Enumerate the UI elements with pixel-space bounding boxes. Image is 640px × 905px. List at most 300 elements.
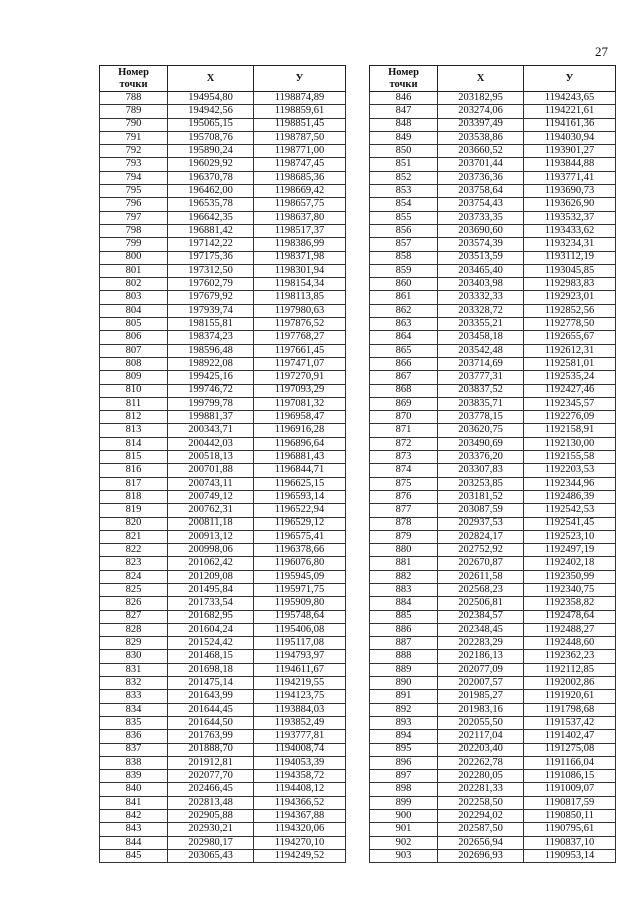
point-number-cell: 821	[100, 530, 168, 543]
table-header-row	[100, 66, 346, 92]
point-number-cell: 836	[100, 730, 168, 743]
x-coordinate-cell: 203181,52	[438, 490, 524, 503]
table-row	[100, 344, 346, 357]
x-coordinate-cell: 197312,50	[168, 264, 254, 277]
point-number-cell: 792	[100, 145, 168, 158]
point-number-cell: 822	[100, 544, 168, 557]
y-coordinate-cell: 1190817,59	[524, 796, 616, 809]
table-row	[370, 105, 616, 118]
y-coordinate-cell: 1192203,53	[524, 464, 616, 477]
table-row	[100, 131, 346, 144]
y-coordinate-cell: 1194367,88	[254, 810, 346, 823]
point-number-cell: 885	[370, 610, 438, 623]
y-coordinate-cell: 1194793,97	[254, 650, 346, 663]
y-coordinate-cell: 1192542,53	[524, 504, 616, 517]
point-number-cell: 886	[370, 623, 438, 636]
point-number-cell: 871	[370, 424, 438, 437]
point-number-cell: 805	[100, 318, 168, 331]
y-coordinate-cell: 1194221,61	[524, 105, 616, 118]
point-number-cell: 818	[100, 490, 168, 503]
x-coordinate-cell: 200811,18	[168, 517, 254, 530]
point-number-cell: 880	[370, 544, 438, 557]
table-row	[370, 344, 616, 357]
point-number-cell: 849	[370, 131, 438, 144]
table-row	[370, 530, 616, 543]
table-row	[370, 637, 616, 650]
table-row	[370, 424, 616, 437]
x-coordinate-cell: 203397,49	[438, 118, 524, 131]
x-coordinate-cell: 202937,53	[438, 517, 524, 530]
header-point-number	[100, 66, 168, 92]
y-coordinate-cell: 1196625,15	[254, 477, 346, 490]
y-coordinate-cell: 1196881,43	[254, 451, 346, 464]
y-coordinate-cell: 1194320,06	[254, 823, 346, 836]
point-number-cell: 887	[370, 637, 438, 650]
point-number-cell: 802	[100, 278, 168, 291]
y-coordinate-cell: 1198301,94	[254, 264, 346, 277]
x-coordinate-cell: 199425,16	[168, 371, 254, 384]
y-coordinate-cell: 1195406,08	[254, 623, 346, 636]
point-number-cell: 789	[100, 105, 168, 118]
y-coordinate-cell: 1194249,52	[254, 849, 346, 862]
table-row	[100, 583, 346, 596]
y-coordinate-cell: 1194161,36	[524, 118, 616, 131]
x-coordinate-cell: 198922,08	[168, 357, 254, 370]
x-coordinate-cell: 202007,57	[438, 677, 524, 690]
y-coordinate-cell: 1193771,41	[524, 171, 616, 184]
table-row	[370, 92, 616, 105]
table-row	[100, 185, 346, 198]
table-row	[370, 583, 616, 596]
table-row	[100, 477, 346, 490]
x-coordinate-cell: 200762,31	[168, 504, 254, 517]
point-number-cell: 815	[100, 451, 168, 464]
table-row	[370, 224, 616, 237]
point-number-cell: 854	[370, 198, 438, 211]
y-coordinate-cell: 1198859,61	[254, 105, 346, 118]
point-number-cell: 892	[370, 703, 438, 716]
y-coordinate-cell: 1194358,72	[254, 770, 346, 783]
point-number-cell: 844	[100, 836, 168, 849]
x-coordinate-cell: 200518,13	[168, 451, 254, 464]
point-number-cell: 858	[370, 251, 438, 264]
x-coordinate-cell: 196881,42	[168, 224, 254, 237]
table-row	[100, 703, 346, 716]
y-coordinate-cell: 1192345,57	[524, 397, 616, 410]
x-coordinate-cell: 202670,87	[438, 557, 524, 570]
y-coordinate-cell: 1192155,58	[524, 451, 616, 464]
point-number-cell: 867	[370, 371, 438, 384]
point-number-cell: 790	[100, 118, 168, 131]
table-row	[370, 411, 616, 424]
x-coordinate-cell: 203733,35	[438, 211, 524, 224]
x-coordinate-cell: 201604,24	[168, 623, 254, 636]
y-coordinate-cell: 1192358,82	[524, 597, 616, 610]
point-number-cell: 855	[370, 211, 438, 224]
x-coordinate-cell: 202258,50	[438, 796, 524, 809]
point-number-cell: 873	[370, 451, 438, 464]
point-number-cell: 898	[370, 783, 438, 796]
y-coordinate-cell: 1192478,64	[524, 610, 616, 623]
table-row	[100, 557, 346, 570]
table-row	[100, 610, 346, 623]
point-number-cell: 816	[100, 464, 168, 477]
table-row	[370, 810, 616, 823]
table-row	[100, 836, 346, 849]
point-number-cell: 896	[370, 756, 438, 769]
x-coordinate-cell: 203758,64	[438, 185, 524, 198]
x-coordinate-cell: 199881,37	[168, 411, 254, 424]
table-row	[370, 610, 616, 623]
table-row	[370, 304, 616, 317]
point-number-cell: 860	[370, 278, 438, 291]
y-coordinate-cell: 1198517,37	[254, 224, 346, 237]
y-coordinate-cell: 1197270,91	[254, 371, 346, 384]
y-coordinate-cell: 1192002,86	[524, 677, 616, 690]
y-coordinate-cell: 1193777,81	[254, 730, 346, 743]
table-row	[100, 810, 346, 823]
point-number-cell: 797	[100, 211, 168, 224]
y-coordinate-cell: 1195945,09	[254, 570, 346, 583]
table-row	[370, 703, 616, 716]
y-coordinate-cell: 1192541,45	[524, 517, 616, 530]
table-row	[100, 650, 346, 663]
header-number-line2: точки	[119, 78, 148, 90]
point-number-cell: 788	[100, 92, 168, 105]
x-coordinate-cell: 203403,98	[438, 278, 524, 291]
point-number-cell: 835	[100, 716, 168, 729]
x-coordinate-cell: 203690,60	[438, 224, 524, 237]
table-row	[100, 570, 346, 583]
y-coordinate-cell: 1191920,61	[524, 690, 616, 703]
point-number-cell: 883	[370, 583, 438, 596]
x-coordinate-cell: 194954,80	[168, 92, 254, 105]
table-row	[100, 224, 346, 237]
point-number-cell: 865	[370, 344, 438, 357]
table-row	[100, 384, 346, 397]
point-number-cell: 820	[100, 517, 168, 530]
table-row	[100, 623, 346, 636]
y-coordinate-cell: 1197768,27	[254, 331, 346, 344]
y-coordinate-cell: 1191086,15	[524, 770, 616, 783]
coordinates-table-right	[369, 65, 616, 863]
point-number-cell: 819	[100, 504, 168, 517]
y-coordinate-cell: 1192778,50	[524, 318, 616, 331]
table-row	[100, 424, 346, 437]
point-number-cell: 828	[100, 623, 168, 636]
y-coordinate-cell: 1197980,63	[254, 304, 346, 317]
table-row	[370, 770, 616, 783]
table-row	[100, 171, 346, 184]
point-number-cell: 846	[370, 92, 438, 105]
point-number-cell: 825	[100, 583, 168, 596]
x-coordinate-cell: 203538,86	[438, 131, 524, 144]
point-number-cell: 800	[100, 251, 168, 264]
table-row	[370, 836, 616, 849]
point-number-cell: 872	[370, 437, 438, 450]
y-coordinate-cell: 1198874,89	[254, 92, 346, 105]
x-coordinate-cell: 201062,42	[168, 557, 254, 570]
table-row	[100, 331, 346, 344]
x-coordinate-cell: 203332,33	[438, 291, 524, 304]
x-coordinate-cell: 199799,78	[168, 397, 254, 410]
x-coordinate-cell: 203777,31	[438, 371, 524, 384]
point-number-cell: 812	[100, 411, 168, 424]
point-number-cell: 848	[370, 118, 438, 131]
table-row	[370, 251, 616, 264]
header-y: У	[524, 66, 616, 92]
x-coordinate-cell: 203490,69	[438, 437, 524, 450]
table-header-row	[370, 66, 616, 92]
table-row	[370, 650, 616, 663]
point-number-cell: 902	[370, 836, 438, 849]
table-row	[370, 198, 616, 211]
table-row	[370, 291, 616, 304]
table-row	[370, 371, 616, 384]
x-coordinate-cell: 203736,36	[438, 171, 524, 184]
x-coordinate-cell: 198155,81	[168, 318, 254, 331]
table-row	[100, 770, 346, 783]
table-row	[370, 264, 616, 277]
y-coordinate-cell: 1195971,75	[254, 583, 346, 596]
table-row	[100, 597, 346, 610]
x-coordinate-cell: 201468,15	[168, 650, 254, 663]
table-row	[370, 158, 616, 171]
table-row	[100, 716, 346, 729]
y-coordinate-cell: 1198747,45	[254, 158, 346, 171]
x-coordinate-cell: 202117,04	[438, 730, 524, 743]
point-number-cell: 868	[370, 384, 438, 397]
point-number-cell: 796	[100, 198, 168, 211]
y-coordinate-cell: 1192983,83	[524, 278, 616, 291]
table-row	[100, 823, 346, 836]
x-coordinate-cell: 202055,50	[438, 716, 524, 729]
table-row	[100, 730, 346, 743]
x-coordinate-cell: 202813,48	[168, 796, 254, 809]
table-row	[100, 318, 346, 331]
y-coordinate-cell: 1192448,60	[524, 637, 616, 650]
point-number-cell: 824	[100, 570, 168, 583]
table-row	[100, 371, 346, 384]
y-coordinate-cell: 1198386,99	[254, 238, 346, 251]
y-coordinate-cell: 1194366,52	[254, 796, 346, 809]
point-number-cell: 829	[100, 637, 168, 650]
table-row	[100, 304, 346, 317]
x-coordinate-cell: 202280,05	[438, 770, 524, 783]
x-coordinate-cell: 197679,92	[168, 291, 254, 304]
y-coordinate-cell: 1192362,23	[524, 650, 616, 663]
x-coordinate-cell: 203837,52	[438, 384, 524, 397]
x-coordinate-cell: 200442,03	[168, 437, 254, 450]
table-row	[370, 823, 616, 836]
table-row	[370, 131, 616, 144]
y-coordinate-cell: 1191402,47	[524, 730, 616, 743]
y-coordinate-cell: 1193844,88	[524, 158, 616, 171]
x-coordinate-cell: 199746,72	[168, 384, 254, 397]
table-row	[370, 397, 616, 410]
y-coordinate-cell: 1197876,52	[254, 318, 346, 331]
point-number-cell: 817	[100, 477, 168, 490]
x-coordinate-cell: 201912,81	[168, 756, 254, 769]
y-coordinate-cell: 1191275,08	[524, 743, 616, 756]
table-row	[100, 677, 346, 690]
point-number-cell: 813	[100, 424, 168, 437]
table-row	[370, 278, 616, 291]
point-number-cell: 839	[100, 770, 168, 783]
point-number-cell: 856	[370, 224, 438, 237]
y-coordinate-cell: 1198154,34	[254, 278, 346, 291]
x-coordinate-cell: 203778,15	[438, 411, 524, 424]
x-coordinate-cell: 201495,84	[168, 583, 254, 596]
table-row	[100, 517, 346, 530]
y-coordinate-cell: 1196844,71	[254, 464, 346, 477]
y-coordinate-cell: 1194123,75	[254, 690, 346, 703]
table-row	[100, 92, 346, 105]
table-row	[370, 796, 616, 809]
table-row	[370, 849, 616, 862]
point-number-cell: 843	[100, 823, 168, 836]
y-coordinate-cell: 1192276,09	[524, 411, 616, 424]
x-coordinate-cell: 202262,78	[438, 756, 524, 769]
table-row	[100, 796, 346, 809]
y-coordinate-cell: 1193045,85	[524, 264, 616, 277]
table-row	[100, 743, 346, 756]
x-coordinate-cell: 201888,70	[168, 743, 254, 756]
point-number-cell: 809	[100, 371, 168, 384]
table-row	[370, 743, 616, 756]
y-coordinate-cell: 1197081,32	[254, 397, 346, 410]
point-number-cell: 826	[100, 597, 168, 610]
x-coordinate-cell: 202077,70	[168, 770, 254, 783]
table-row	[370, 477, 616, 490]
y-coordinate-cell: 1193852,49	[254, 716, 346, 729]
point-number-cell: 897	[370, 770, 438, 783]
y-coordinate-cell: 1194408,12	[254, 783, 346, 796]
point-number-cell: 806	[100, 331, 168, 344]
x-coordinate-cell: 203465,40	[438, 264, 524, 277]
table-row	[100, 663, 346, 676]
y-coordinate-cell: 1195748,64	[254, 610, 346, 623]
x-coordinate-cell: 198596,48	[168, 344, 254, 357]
table-row	[100, 211, 346, 224]
y-coordinate-cell: 1193690,73	[524, 185, 616, 198]
y-coordinate-cell: 1190953,14	[524, 849, 616, 862]
table-row	[370, 690, 616, 703]
y-coordinate-cell: 1193901,27	[524, 145, 616, 158]
y-coordinate-cell: 1192852,56	[524, 304, 616, 317]
point-number-cell: 798	[100, 224, 168, 237]
y-coordinate-cell: 1197661,45	[254, 344, 346, 357]
point-number-cell: 882	[370, 570, 438, 583]
table-row	[100, 490, 346, 503]
x-coordinate-cell: 195708,76	[168, 131, 254, 144]
table-row	[370, 238, 616, 251]
y-coordinate-cell: 1196896,64	[254, 437, 346, 450]
point-number-cell: 891	[370, 690, 438, 703]
point-number-cell: 879	[370, 530, 438, 543]
x-coordinate-cell: 202568,23	[438, 583, 524, 596]
y-coordinate-cell: 1193626,90	[524, 198, 616, 211]
table-row	[100, 278, 346, 291]
y-coordinate-cell: 1198657,75	[254, 198, 346, 211]
x-coordinate-cell: 201682,95	[168, 610, 254, 623]
x-coordinate-cell: 200749,12	[168, 490, 254, 503]
y-coordinate-cell: 1191537,42	[524, 716, 616, 729]
x-coordinate-cell: 202384,57	[438, 610, 524, 623]
table-row	[100, 783, 346, 796]
x-coordinate-cell: 201644,50	[168, 716, 254, 729]
table-row	[100, 238, 346, 251]
point-number-cell: 862	[370, 304, 438, 317]
x-coordinate-cell: 203328,72	[438, 304, 524, 317]
point-number-cell: 795	[100, 185, 168, 198]
point-number-cell: 807	[100, 344, 168, 357]
y-coordinate-cell: 1192158,91	[524, 424, 616, 437]
x-coordinate-cell: 202283,29	[438, 637, 524, 650]
x-coordinate-cell: 203087,59	[438, 504, 524, 517]
x-coordinate-cell: 198374,23	[168, 331, 254, 344]
table-row	[370, 677, 616, 690]
x-coordinate-cell: 203065,43	[168, 849, 254, 862]
y-coordinate-cell: 1193884,03	[254, 703, 346, 716]
x-coordinate-cell: 203835,71	[438, 397, 524, 410]
x-coordinate-cell: 201644,45	[168, 703, 254, 716]
point-number-cell: 833	[100, 690, 168, 703]
y-coordinate-cell: 1196958,47	[254, 411, 346, 424]
x-coordinate-cell: 197602,79	[168, 278, 254, 291]
x-coordinate-cell: 202930,21	[168, 823, 254, 836]
x-coordinate-cell: 201475,14	[168, 677, 254, 690]
point-number-cell: 888	[370, 650, 438, 663]
x-coordinate-cell: 202587,50	[438, 823, 524, 836]
header-x: X	[438, 66, 524, 92]
point-number-cell: 884	[370, 597, 438, 610]
y-coordinate-cell: 1194219,55	[254, 677, 346, 690]
y-coordinate-cell: 1196378,66	[254, 544, 346, 557]
y-coordinate-cell: 1192427,46	[524, 384, 616, 397]
table-row	[100, 397, 346, 410]
y-coordinate-cell: 1192350,99	[524, 570, 616, 583]
point-number-cell: 857	[370, 238, 438, 251]
y-coordinate-cell: 1198371,98	[254, 251, 346, 264]
x-coordinate-cell: 202824,17	[438, 530, 524, 543]
header-number-line1: Номер	[388, 66, 419, 78]
table-row	[370, 570, 616, 583]
point-number-cell: 852	[370, 171, 438, 184]
table-row	[370, 145, 616, 158]
table-row	[100, 251, 346, 264]
point-number-cell: 837	[100, 743, 168, 756]
table-row	[100, 690, 346, 703]
table-row	[370, 171, 616, 184]
table-row	[100, 464, 346, 477]
point-number-cell: 803	[100, 291, 168, 304]
point-number-cell: 847	[370, 105, 438, 118]
y-coordinate-cell: 1192486,39	[524, 490, 616, 503]
point-number-cell: 900	[370, 810, 438, 823]
table-row	[100, 530, 346, 543]
header-x: X	[168, 66, 254, 92]
x-coordinate-cell: 200343,71	[168, 424, 254, 437]
header-number-line2: точки	[389, 78, 418, 90]
x-coordinate-cell: 197142,22	[168, 238, 254, 251]
point-number-cell: 793	[100, 158, 168, 171]
y-coordinate-cell: 1198771,00	[254, 145, 346, 158]
x-coordinate-cell: 201733,54	[168, 597, 254, 610]
x-coordinate-cell: 197939,74	[168, 304, 254, 317]
table-row	[370, 504, 616, 517]
table-row	[100, 105, 346, 118]
